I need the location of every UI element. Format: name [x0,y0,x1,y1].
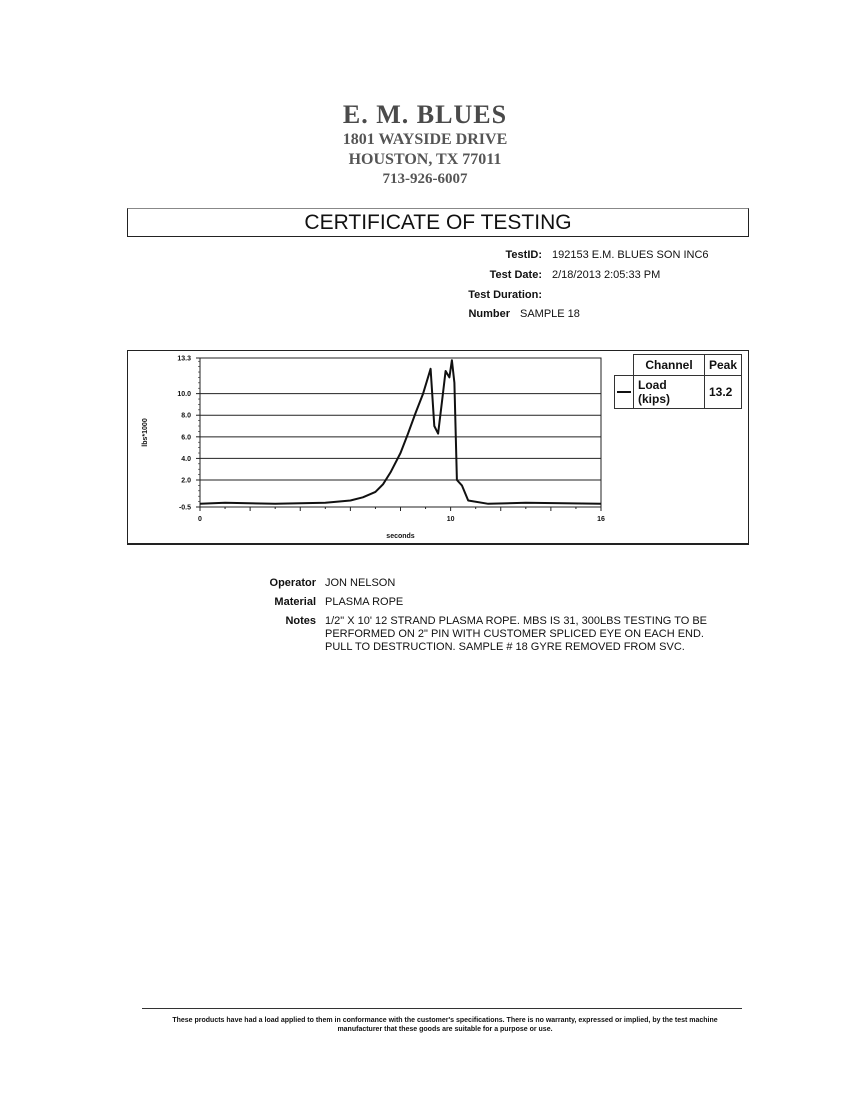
y-tick-label: -0.5 [178,504,191,512]
x-axis-label: seconds [386,533,415,540]
y-axis-label: lbs*1000 [142,418,149,447]
footer-divider [142,1008,742,1009]
test-duration-label: Test Duration: [468,289,542,301]
legend-spacer [615,355,634,376]
axis-ticks [196,358,601,511]
legend-channel-header: Channel [634,355,705,376]
test-id-label: TestID: [505,249,542,261]
certificate-title: CERTIFICATE OF TESTING [304,211,572,234]
grid-lines [200,394,601,480]
notes-label: Notes [285,615,316,627]
material-label: Material [274,596,316,608]
address-line-2: HOUSTON, TX 77011 [348,151,502,168]
notes-text: 1/2" X 10' 12 STRAND PLASMA ROPE. MBS IS 31, 300LBS TESTING TO BE PERFORMED ON 2" PIN WITH CUSTOMER SPLICED EYE ON EACH END. PULL TO DESTRUCTION. SAMPLE # 18 GYRE REMOVED FROM SVC. [325,615,707,653]
y-tick-label: 4.0 [181,455,191,463]
address-line-1: 1801 WAYSIDE DRIVE [342,131,508,148]
operator-value: JON NELSON [325,577,396,589]
company-name: E. M. BLUES [342,100,508,129]
tick-labels [177,356,605,524]
material-value: PLASMA ROPE [325,596,404,608]
x-tick-label: 16 [597,516,605,523]
legend-channel-name: Load (kips) [634,376,705,409]
legend-line-swatch [615,376,634,409]
y-tick-label: 2.0 [181,477,191,485]
legend-peak-header: Peak [705,355,742,376]
series-layer [200,360,601,504]
chart-legend [614,354,742,409]
certificate-title-box [127,208,749,237]
x-tick-label: 0 [198,516,202,523]
plot-area-border [200,358,601,507]
test-id-value: 192153 E.M. BLUES SON INC6 [552,249,709,261]
number-label: Number [468,308,510,320]
legend-line-icon [617,391,631,393]
test-date-value: 2/18/2013 2:05:33 PM [552,269,661,281]
x-tick-label: 10 [446,516,455,523]
y-tick-label: 8.0 [181,412,191,420]
y-tick-label: 6.0 [181,434,191,442]
legend-peak-value: 13.2 [705,376,742,409]
phone-number: 713-926-6007 [382,171,468,187]
disclaimer-text: These products have had a load applied to them in conformance with the customer's specifications. There is no warranty, expressed or implied, by the test machine manufacturer that these goods are suitable for a purpose or use. [172,1017,718,1033]
y-tick-label: 13.3 [177,355,191,363]
number-value: SAMPLE 18 [520,308,580,320]
y-tick-label: 10.0 [177,391,191,399]
test-date-label: Test Date: [489,269,542,281]
load-series-line [200,360,601,504]
operator-label: Operator [269,577,316,589]
